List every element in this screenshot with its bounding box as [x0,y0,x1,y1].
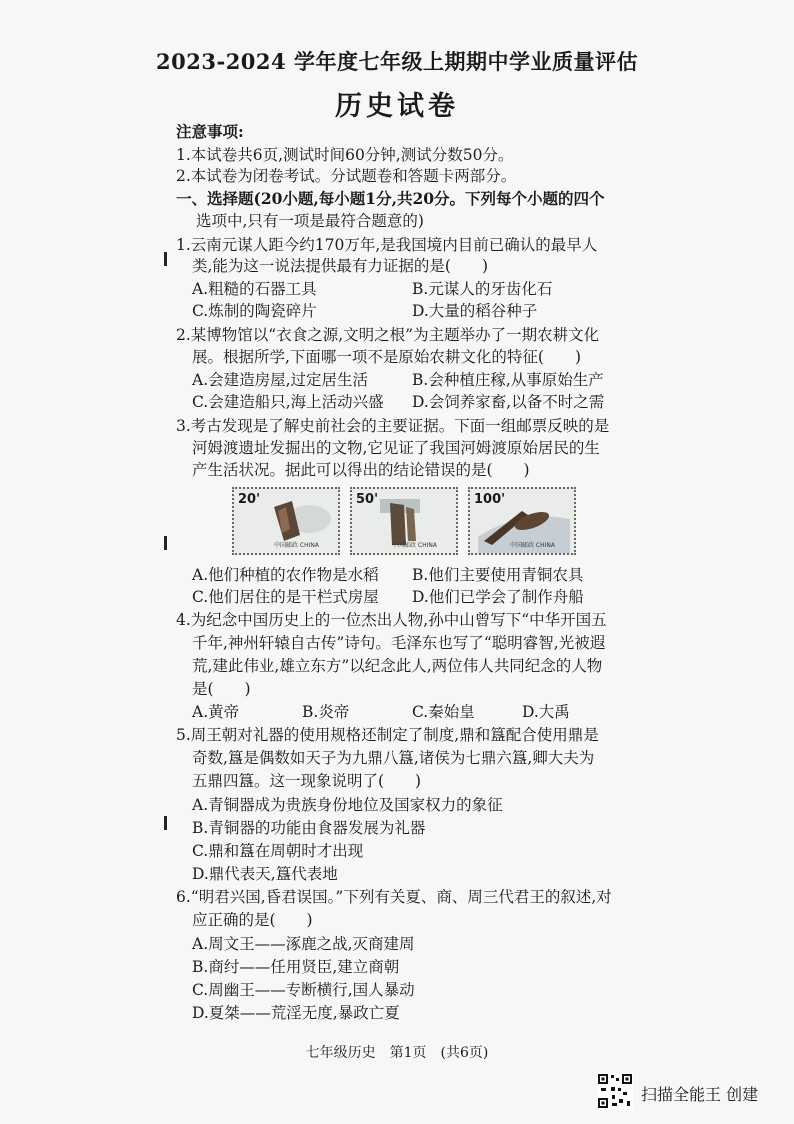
q5-option-a: A.青铜器成为贵族身份地位及国家权力的象征 [192,796,503,814]
q3-option-a: A.他们种植的农作物是水稻 [192,566,379,584]
stamp-value: 20' [238,492,261,507]
q4-stem-line2: 千年,神州轩辕自古传”诗句。毛泽东也写了“聪明睿智,光被遐 [192,634,606,652]
q6-option-c: C.周幽王——专断横行,国人暴动 [192,981,415,999]
qr-code-icon [597,1073,633,1109]
q3-option-d: D.他们已学会了制作舟船 [412,588,584,606]
q3-option-b: B.他们主要使用青铜农具 [412,566,584,584]
q4-option-a: A.黄帝 [192,703,240,721]
stamp-value: 100' [474,492,506,507]
q1-stem-line1: 1.云南元谋人距今约170万年,是我国境内目前已确认的最早人 [176,236,598,254]
q1-stem-line2: 类,能为这一说法提供最有力证据的是( ) [192,257,489,275]
q2-stem-line1: 2.某博物馆以“衣食之源,文明之根”为主题举办了一期农耕文化 [176,326,600,344]
binding-mark [164,816,167,830]
q6-stem-line1: 6.“明君兴国,昏君误国。”下列有关夏、商、周三代君王的叙述,对 [176,888,612,906]
q3-stem-line3: 产生活状况。据此可以得出的结论错误的是( ) [192,461,530,479]
q3-option-c: C.他们居住的是干栏式房屋 [192,588,379,606]
q2-option-b: B.会种植庄稼,从事原始生产 [412,371,604,389]
q1-option-a: A.粗糙的石器工具 [192,280,317,298]
q5-stem-line1: 5.周王朝对礼器的使用规格还制定了制度,鼎和簋配合使用鼎是 [176,726,599,744]
notes-heading: 注意事项: [176,122,244,141]
q4-option-d: D.大禹 [522,703,570,721]
q1-option-d: D.大量的稻谷种子 [412,302,538,320]
q2-option-d: D.会饲养家畜,以备不时之需 [412,393,605,411]
q3-stem-line1: 3.考古发现是了解史前社会的主要证据。下面一组邮票反映的是 [176,417,610,435]
stamp-value: 50' [356,492,379,507]
q1-option-c: C.炼制的陶瓷碎片 [192,302,317,320]
q1-option-b: B.元谋人的牙齿化石 [412,280,553,298]
binding-mark [164,536,167,550]
q3-stem-line2: 河姆渡遗址发掘出的文物,它见证了我国河姆渡原始居民的生 [192,439,600,457]
q4-option-c: C.秦始皇 [412,703,475,721]
note-item-1: 1.本试卷共6页,测试时间60分钟,测试分数50分。 [176,146,514,164]
stamp-country: 中国邮政 CHINA [392,542,437,549]
q6-option-d: D.夏桀——荒淫无度,暴政亡夏 [192,1004,400,1022]
section-heading: 一、选择题(20小题,每小题1分,共20分。下列每个小题的四个 [176,189,605,208]
q4-stem-line3: 荒,建此伟业,雄立东方”以纪念此人,两位伟人共同纪念的人物 [192,657,603,675]
q2-stem-line2: 展。根据所学,下面哪一项不是原始农耕文化的特征( ) [192,348,582,366]
exam-title: 2023-2024 学年度七年级上期期中学业质量评估 [156,49,638,74]
q5-stem-line3: 五鼎四簋。这一现象说明了( ) [192,772,422,790]
scanner-watermark: 扫描全能王 创建 [641,1085,759,1104]
q4-stem-line1: 4.为纪念中国历史上的一位杰出人物,孙中山曾写下“中华开国五 [176,611,607,629]
stamp-100 [468,487,576,555]
q5-option-d: D.鼎代表天,簋代表地 [192,865,338,883]
stamp-country: 中国邮政 CHINA [274,542,319,549]
q2-option-a: A.会建造房屋,过定居生活 [192,371,369,389]
q5-stem-line2: 奇数,簋是偶数如天子为九鼎八簋,诸侯为七鼎六簋,卿大夫为 [192,749,595,767]
stamp-20 [232,487,340,555]
q6-option-b: B.商纣——任用贤臣,建立商朝 [192,958,400,976]
q4-option-b: B.炎帝 [302,703,350,721]
q4-stem-line4: 是( ) [192,680,251,698]
q6-stem-line2: 应正确的是( ) [192,911,313,929]
q5-option-c: C.鼎和簋在周朝时才出现 [192,842,364,860]
q5-option-b: B.青铜器的功能由食器发展为礼器 [192,819,426,837]
q6-option-a: A.周文王——涿鹿之战,灭商建周 [192,935,415,953]
page-footer: 七年级历史 第1页 (共6页) [305,1045,489,1061]
binding-mark [164,252,167,266]
stamp-50 [350,487,458,555]
q2-option-c: C.会建造船只,海上活动兴盛 [192,393,384,411]
section-heading-cont: 选项中,只有一项是最符合题意的) [196,212,424,230]
note-item-2: 2.本试卷为闭卷考试。分试题卷和答题卡两部分。 [176,167,517,185]
stamp-country: 中国邮政 CHINA [510,542,555,549]
exam-subtitle: 历史试卷 [335,91,459,122]
